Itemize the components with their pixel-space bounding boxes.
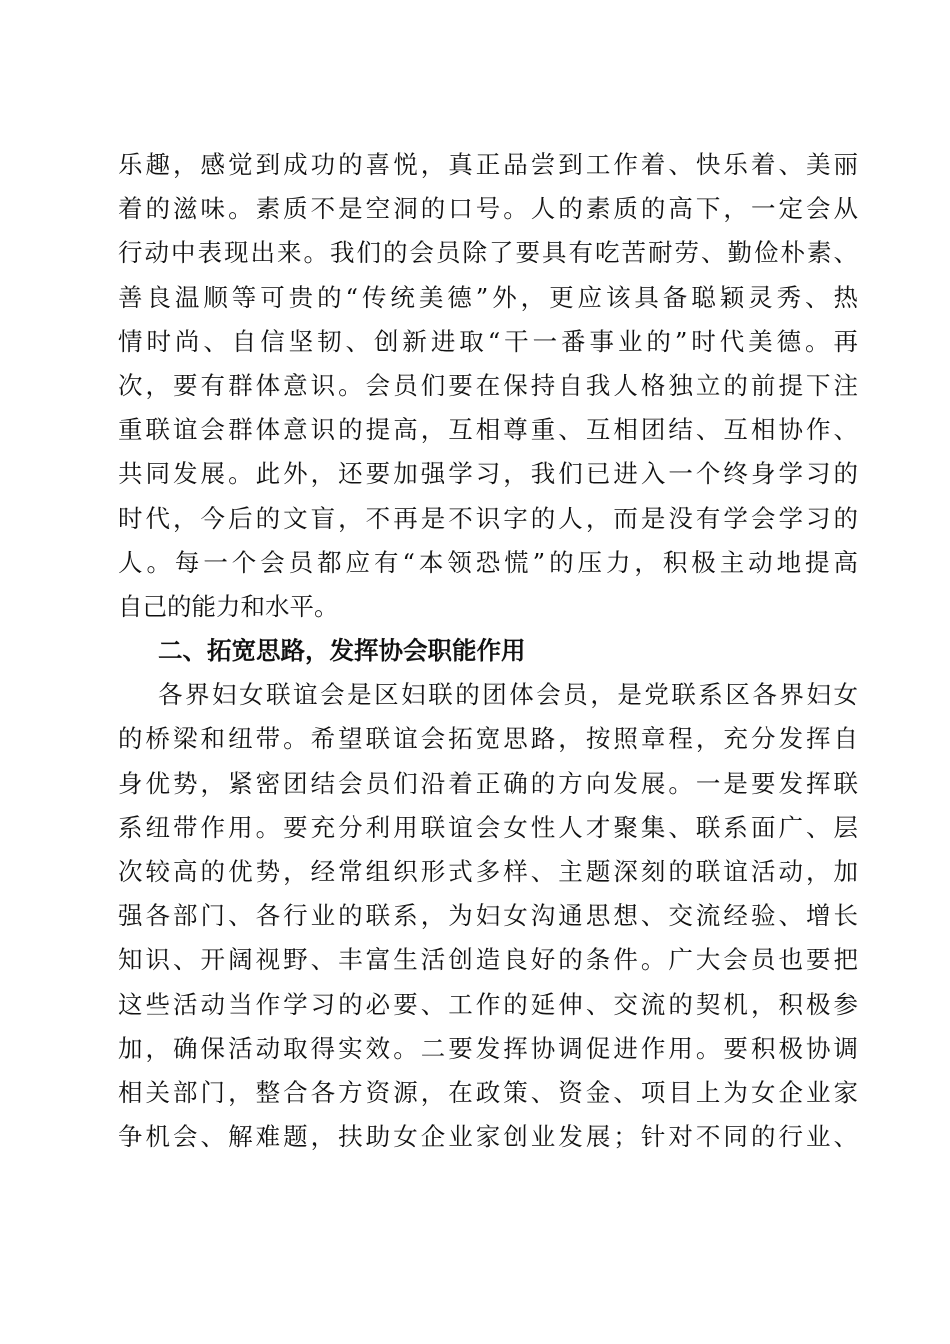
text-line: 身优势，紧密团结会员们沿着正确的方向发展。一是要发挥联 xyxy=(118,768,858,798)
text-line: 共同发展。此外，还要加强学习，我们已进入一个终身学习的 xyxy=(118,459,858,489)
paragraph-end-line: 自己的能力和水平。 xyxy=(118,591,339,621)
section-heading: 二、拓宽思路，发挥协会职能作用 xyxy=(158,636,526,666)
text-line: 时代，今后的文盲，不再是不识字的人，而是没有学会学习的 xyxy=(118,503,858,533)
text-line: 重联谊会群体意识的提高，互相尊重、互相团结、互相协作、 xyxy=(118,415,858,445)
text-line: 次较高的优势，经常组织形式多样、主题深刻的联谊活动，加 xyxy=(118,857,858,886)
text-line: 这些活动当作学习的必要、工作的延伸、交流的契机，积极参 xyxy=(118,989,858,1019)
document-body xyxy=(118,143,858,1159)
text-line: 次，要有群体意识。会员们要在保持自我人格独立的前提下注 xyxy=(118,370,858,400)
text-line: 行动中表现出来。我们的会员除了要具有吃苦耐劳、勤俭朴素、 xyxy=(118,238,858,268)
text-line: 的桥梁和纽带。希望联谊会拓宽思路，按照章程，充分发挥自 xyxy=(118,724,858,754)
text-line: 强各部门、各行业的联系，为妇女沟通思想、交流经验、增长 xyxy=(118,901,858,931)
text-line: 着的滋味。素质不是空洞的口号。人的素质的高下，一定会从 xyxy=(118,194,858,224)
text-line: 系纽带作用。要充分利用联谊会女性人才聚集、联系面广、层 xyxy=(118,812,858,842)
text-line: 人。每一个会员都应有“本领恐慌”的压力，积极主动地提高 xyxy=(118,547,858,577)
text-line: 善良温顺等可贵的“传统美德”外，更应该具备聪颖灵秀、热 xyxy=(118,282,858,312)
text-line: 相关部门，整合各方资源，在政策、资金、项目上为女企业家 xyxy=(118,1077,858,1107)
text-line: 争机会、解难题，扶助女企业家创业发展；针对不同的行业、 xyxy=(118,1122,858,1152)
paragraph-first-line: 各界妇女联谊会是区妇联的团体会员，是党联系区各界妇女 xyxy=(158,680,858,710)
text-line: 加，确保活动取得实效。二要发挥协调促进作用。要积极协调 xyxy=(118,1033,858,1063)
text-line: 情时尚、自信坚韧、创新进取“干一番事业的”时代美德。再 xyxy=(118,326,858,356)
text-line: 知识、开阔视野、丰富生活创造良好的条件。广大会员也要把 xyxy=(118,945,858,975)
text-line: 乐趣，感觉到成功的喜悦，真正品尝到工作着、快乐着、美丽 xyxy=(118,150,858,179)
